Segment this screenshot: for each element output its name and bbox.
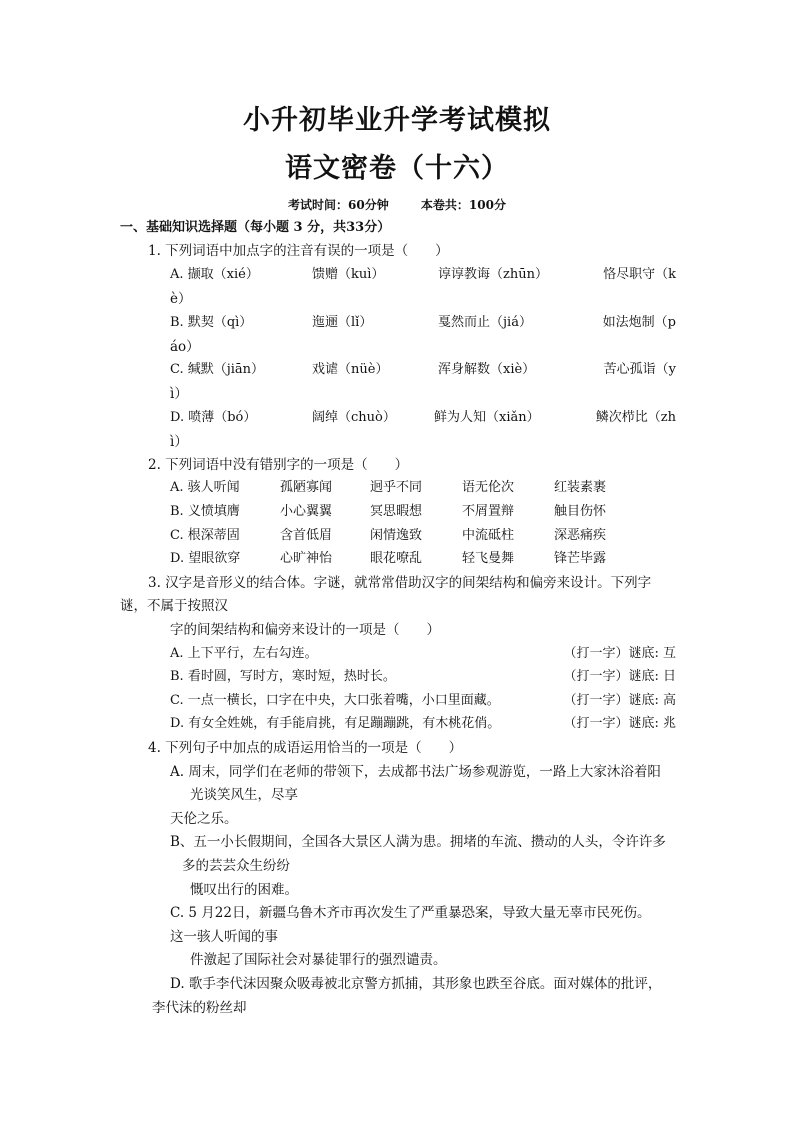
q3-b-answer: （打一字）谜底: 日 bbox=[563, 669, 676, 684]
q1-a-item-4: 恪尽职守（k bbox=[603, 267, 676, 282]
q2-option-c bbox=[170, 527, 676, 545]
title-line-2: 语文密卷（十六） bbox=[285, 153, 509, 184]
q1-d-tail: ì） bbox=[170, 434, 188, 450]
q2-c-word-1: C. 根深蒂固 bbox=[170, 528, 240, 543]
q1-d-item-1: D. 喷薄（bó） bbox=[170, 410, 257, 425]
q3-c-answer: （打一字）谜底: 高 bbox=[563, 693, 676, 708]
q2-b-word-5: 触目伤怀 bbox=[554, 504, 607, 519]
q3-c-text: C. 一点一横长，口字在中央，大口张着嘴，小口里面藏。 bbox=[170, 693, 500, 708]
q1-d-item-4: 鳞次栉比（zh bbox=[595, 410, 676, 425]
q4-line-4: B、五一小长假期间，全国各大景区人满为患。拥堵的车流、攒动的人头，令许许多 bbox=[170, 834, 666, 850]
q1-c-item-3: 浑身解数（xiè） bbox=[438, 362, 536, 377]
q2-c-word-4: 中流砥柱 bbox=[462, 528, 515, 543]
q4-line-6: 慨叹出行的困难。 bbox=[190, 882, 298, 898]
exam-time: 考试时间：60分钟 bbox=[288, 198, 389, 212]
q1-c-tail: ì） bbox=[170, 386, 188, 402]
q2-a-word-1: A. 骇人听闻 bbox=[170, 480, 240, 495]
q3-option-d bbox=[170, 715, 676, 733]
q4-line-2: 光谈笑风生，尽享 bbox=[190, 787, 298, 803]
q3-a-answer: （打一字）谜底: 互 bbox=[563, 646, 676, 661]
title-line-1: 小升初毕业升学考试模拟 bbox=[243, 105, 551, 136]
section-1-heading: 一、基础知识选择题（每小题 3 分，共33分） bbox=[120, 220, 391, 235]
q2-a-word-5: 红装素裹 bbox=[554, 480, 607, 495]
q3-stem-line-3: 字的间架结构和偏旁来设计的一项是（ ） bbox=[170, 622, 440, 638]
q2-c-word-3: 闲情逸致 bbox=[370, 528, 423, 543]
q3-d-answer: （打一字）谜底: 兆 bbox=[563, 716, 676, 731]
q4-line-10: D. 歌手李代沫因聚众吸毒被北京警方抓捕，其形象也跌至谷底。面对媒体的批评， bbox=[170, 976, 662, 992]
q4-line-8: 这一骇人听闻的事 bbox=[170, 929, 278, 945]
q2-stem: 2. 下列词语中没有错别字的一项是（ ） bbox=[148, 457, 409, 473]
q2-d-word-5: 锋芒毕露 bbox=[554, 551, 607, 566]
q2-a-word-2: 孤陋寡闻 bbox=[280, 480, 333, 495]
q2-option-d bbox=[170, 550, 676, 568]
q3-stem-line-2: 谜，不属于按照汉 bbox=[120, 598, 228, 614]
q1-c-item-2: 戏谑（nüè） bbox=[312, 362, 389, 377]
q4-line-9: 件激起了国际社会对暴徒罪行的强烈谴责。 bbox=[190, 952, 447, 968]
q2-d-word-2: 心旷神怡 bbox=[280, 551, 333, 566]
q1-b-tail: áo） bbox=[170, 339, 200, 355]
q2-b-word-3: 冥思暇想 bbox=[370, 504, 423, 519]
q3-option-c bbox=[170, 692, 676, 710]
q2-option-b bbox=[170, 503, 676, 521]
q2-option-a bbox=[170, 479, 676, 497]
q4-stem: 4. 下列句子中加点的成语运用恰当的一项是（ ） bbox=[148, 740, 463, 756]
q1-a-item-1: A. 撷取（xié） bbox=[170, 267, 259, 282]
q4-line-7: C. 5 月22日，新疆乌鲁木齐市再次发生了严重暴恐案，导致大量无辜市民死伤。 bbox=[170, 905, 651, 921]
exam-score: 本卷共：100分 bbox=[420, 198, 506, 212]
exam-meta bbox=[0, 196, 794, 213]
q1-a-item-2: 馈赠（kuì） bbox=[312, 267, 385, 282]
q1-c-item-4: 苦心孤诣（y bbox=[603, 362, 676, 377]
q2-a-word-4: 语无伦次 bbox=[462, 480, 515, 495]
q1-b-item-1: B. 默契（qì） bbox=[170, 315, 253, 330]
q3-option-a bbox=[170, 645, 676, 663]
q1-option-a bbox=[170, 266, 676, 284]
q3-b-text: B. 看时圆，写时方，寒时短，热时长。 bbox=[170, 669, 396, 684]
q2-d-word-3: 眼花嘹乱 bbox=[370, 551, 423, 566]
q4-line-3: 天伦之乐。 bbox=[170, 811, 238, 827]
q1-d-item-3: 鲜为人知（xiǎn） bbox=[434, 410, 540, 425]
q1-option-d bbox=[170, 409, 676, 427]
q2-a-word-3: 迥乎不同 bbox=[370, 480, 423, 495]
q4-line-1: A. 周末，同学们在老师的带领下，去成都书法广场参观游览，一路上大家沐浴着阳 bbox=[170, 764, 661, 780]
q1-d-item-2: 阔绰（chuò） bbox=[312, 410, 396, 425]
q3-option-b bbox=[170, 668, 676, 686]
q1-stem: 1. 下列词语中加点字的注音有误的一项是（ ） bbox=[148, 243, 449, 259]
q4-line-11: 李代沫的粉丝却 bbox=[152, 1000, 247, 1016]
q3-stem-line-1: 3. 汉字是音形义的结合体。字谜，就常常借助汉字的间架结构和偏旁来设计。下列字 bbox=[148, 575, 652, 591]
q1-option-b bbox=[170, 314, 676, 332]
q2-d-word-4: 轻飞曼舞 bbox=[462, 551, 515, 566]
q2-b-word-1: B. 义愤填膺 bbox=[170, 504, 240, 519]
q4-line-5: 多的芸芸众生纷纷 bbox=[182, 858, 290, 874]
q3-d-text: D. 有女全姓姚，有手能肩挑，有足蹦蹦跳，有木桃花俏。 bbox=[170, 716, 501, 731]
q3-a-text: A. 上下平行，左右勾连。 bbox=[170, 646, 318, 661]
q1-b-item-4: 如法炮制（p bbox=[602, 315, 676, 330]
q2-c-word-2: 含首低眉 bbox=[280, 528, 333, 543]
q2-c-word-5: 深恶痛疾 bbox=[554, 528, 607, 543]
q1-a-tail: è） bbox=[170, 291, 192, 307]
q1-option-c bbox=[170, 361, 676, 379]
q1-a-item-3: 谆谆教诲（zhūn） bbox=[438, 267, 548, 282]
q2-d-word-1: D. 望眼欲穿 bbox=[170, 551, 241, 566]
q1-b-item-2: 迤逦（lǐ） bbox=[312, 315, 373, 330]
q2-b-word-4: 不屑置辩 bbox=[462, 504, 515, 519]
q1-b-item-3: 戛然而止（jiá） bbox=[438, 315, 532, 330]
q2-b-word-2: 小心翼翼 bbox=[280, 504, 333, 519]
q1-c-item-1: C. 缄默（jiān） bbox=[170, 362, 265, 377]
